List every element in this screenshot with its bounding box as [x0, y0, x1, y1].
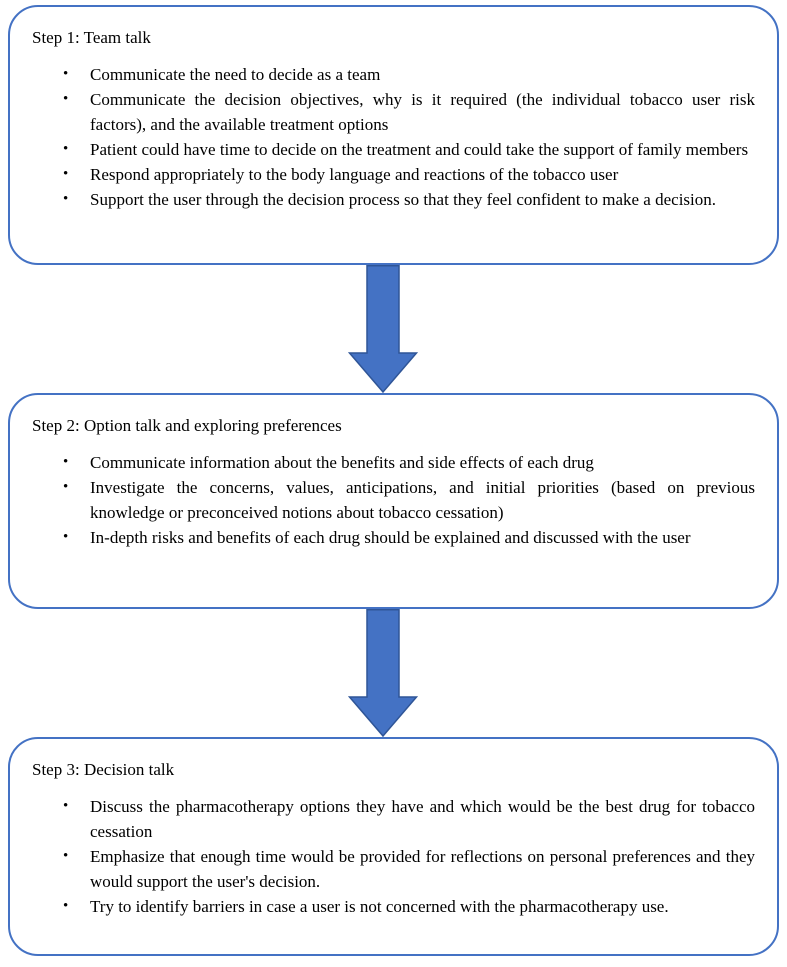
bullet-dot: •	[63, 191, 69, 207]
step-3-title: Step 3: Decision talk	[32, 760, 175, 779]
bullet-text: Communicate the need to decide as a team	[90, 65, 381, 84]
bullet-text: Communicate information about the benefits and side effects of each drug	[90, 453, 594, 472]
step-box-3	[8, 737, 779, 956]
bullet-dot: •	[63, 798, 69, 814]
bullet-item	[32, 794, 755, 844]
bullet-item	[32, 162, 755, 187]
bullet-dot: •	[63, 454, 69, 470]
bullet-dot: •	[63, 66, 69, 82]
step-box-2	[8, 393, 779, 609]
down-arrow-icon	[348, 609, 418, 737]
step-2-title: Step 2: Option talk and exploring preferences	[32, 416, 342, 435]
bullet-dot: •	[63, 529, 69, 545]
bullet-dot: •	[63, 141, 69, 157]
bullet-text: Respond appropriately to the body language and reactions of the tobacco user	[90, 165, 619, 184]
bullet-text: Emphasize that enough time would be provided for reflections on personal preferences and they would support the user's decision.	[90, 847, 755, 891]
bullet-dot: •	[63, 166, 69, 182]
bullet-dot: •	[63, 848, 69, 864]
bullet-text: Investigate the concerns, values, anticipations, and initial priorities (based on previous knowledge or preconceived notions about tobacco cessation)	[90, 478, 755, 522]
down-arrow-1	[0, 265, 787, 393]
step-2-bullet-list	[32, 450, 755, 550]
bullet-dot: •	[63, 479, 69, 495]
bullet-item	[32, 894, 755, 919]
bullet-dot: •	[63, 91, 69, 107]
bullet-text: Communicate the decision objectives, why is it required (the individual tobacco user risk factors), and the available treatment options	[90, 90, 755, 134]
bullet-item	[32, 187, 755, 212]
bullet-item	[32, 525, 755, 550]
step-1-bullet-list	[32, 62, 755, 212]
step-box-1	[8, 5, 779, 265]
bullet-item	[32, 137, 755, 162]
down-arrow-2	[0, 609, 787, 737]
down-arrow-icon	[348, 265, 418, 393]
bullet-text: Discuss the pharmacotherapy options they have and which would be the best drug for tobacco cessation	[90, 797, 755, 841]
bullet-text: Support the user through the decision process so that they feel confident to make a decision.	[90, 190, 717, 209]
bullet-text: Patient could have time to decide on the treatment and could take the support of family members	[90, 140, 749, 159]
bullet-item	[32, 87, 755, 137]
bullet-text: In-depth risks and benefits of each drug should be explained and discussed with the user	[90, 528, 691, 547]
bullet-item	[32, 844, 755, 894]
bullet-item	[32, 475, 755, 525]
step-1-title: Step 1: Team talk	[32, 28, 151, 47]
bullet-item	[32, 450, 755, 475]
step-3-bullet-list	[32, 794, 755, 919]
bullet-text: Try to identify barriers in case a user is not concerned with the pharmacotherapy use.	[90, 897, 669, 916]
bullet-item	[32, 62, 755, 87]
bullet-dot: •	[63, 898, 69, 914]
